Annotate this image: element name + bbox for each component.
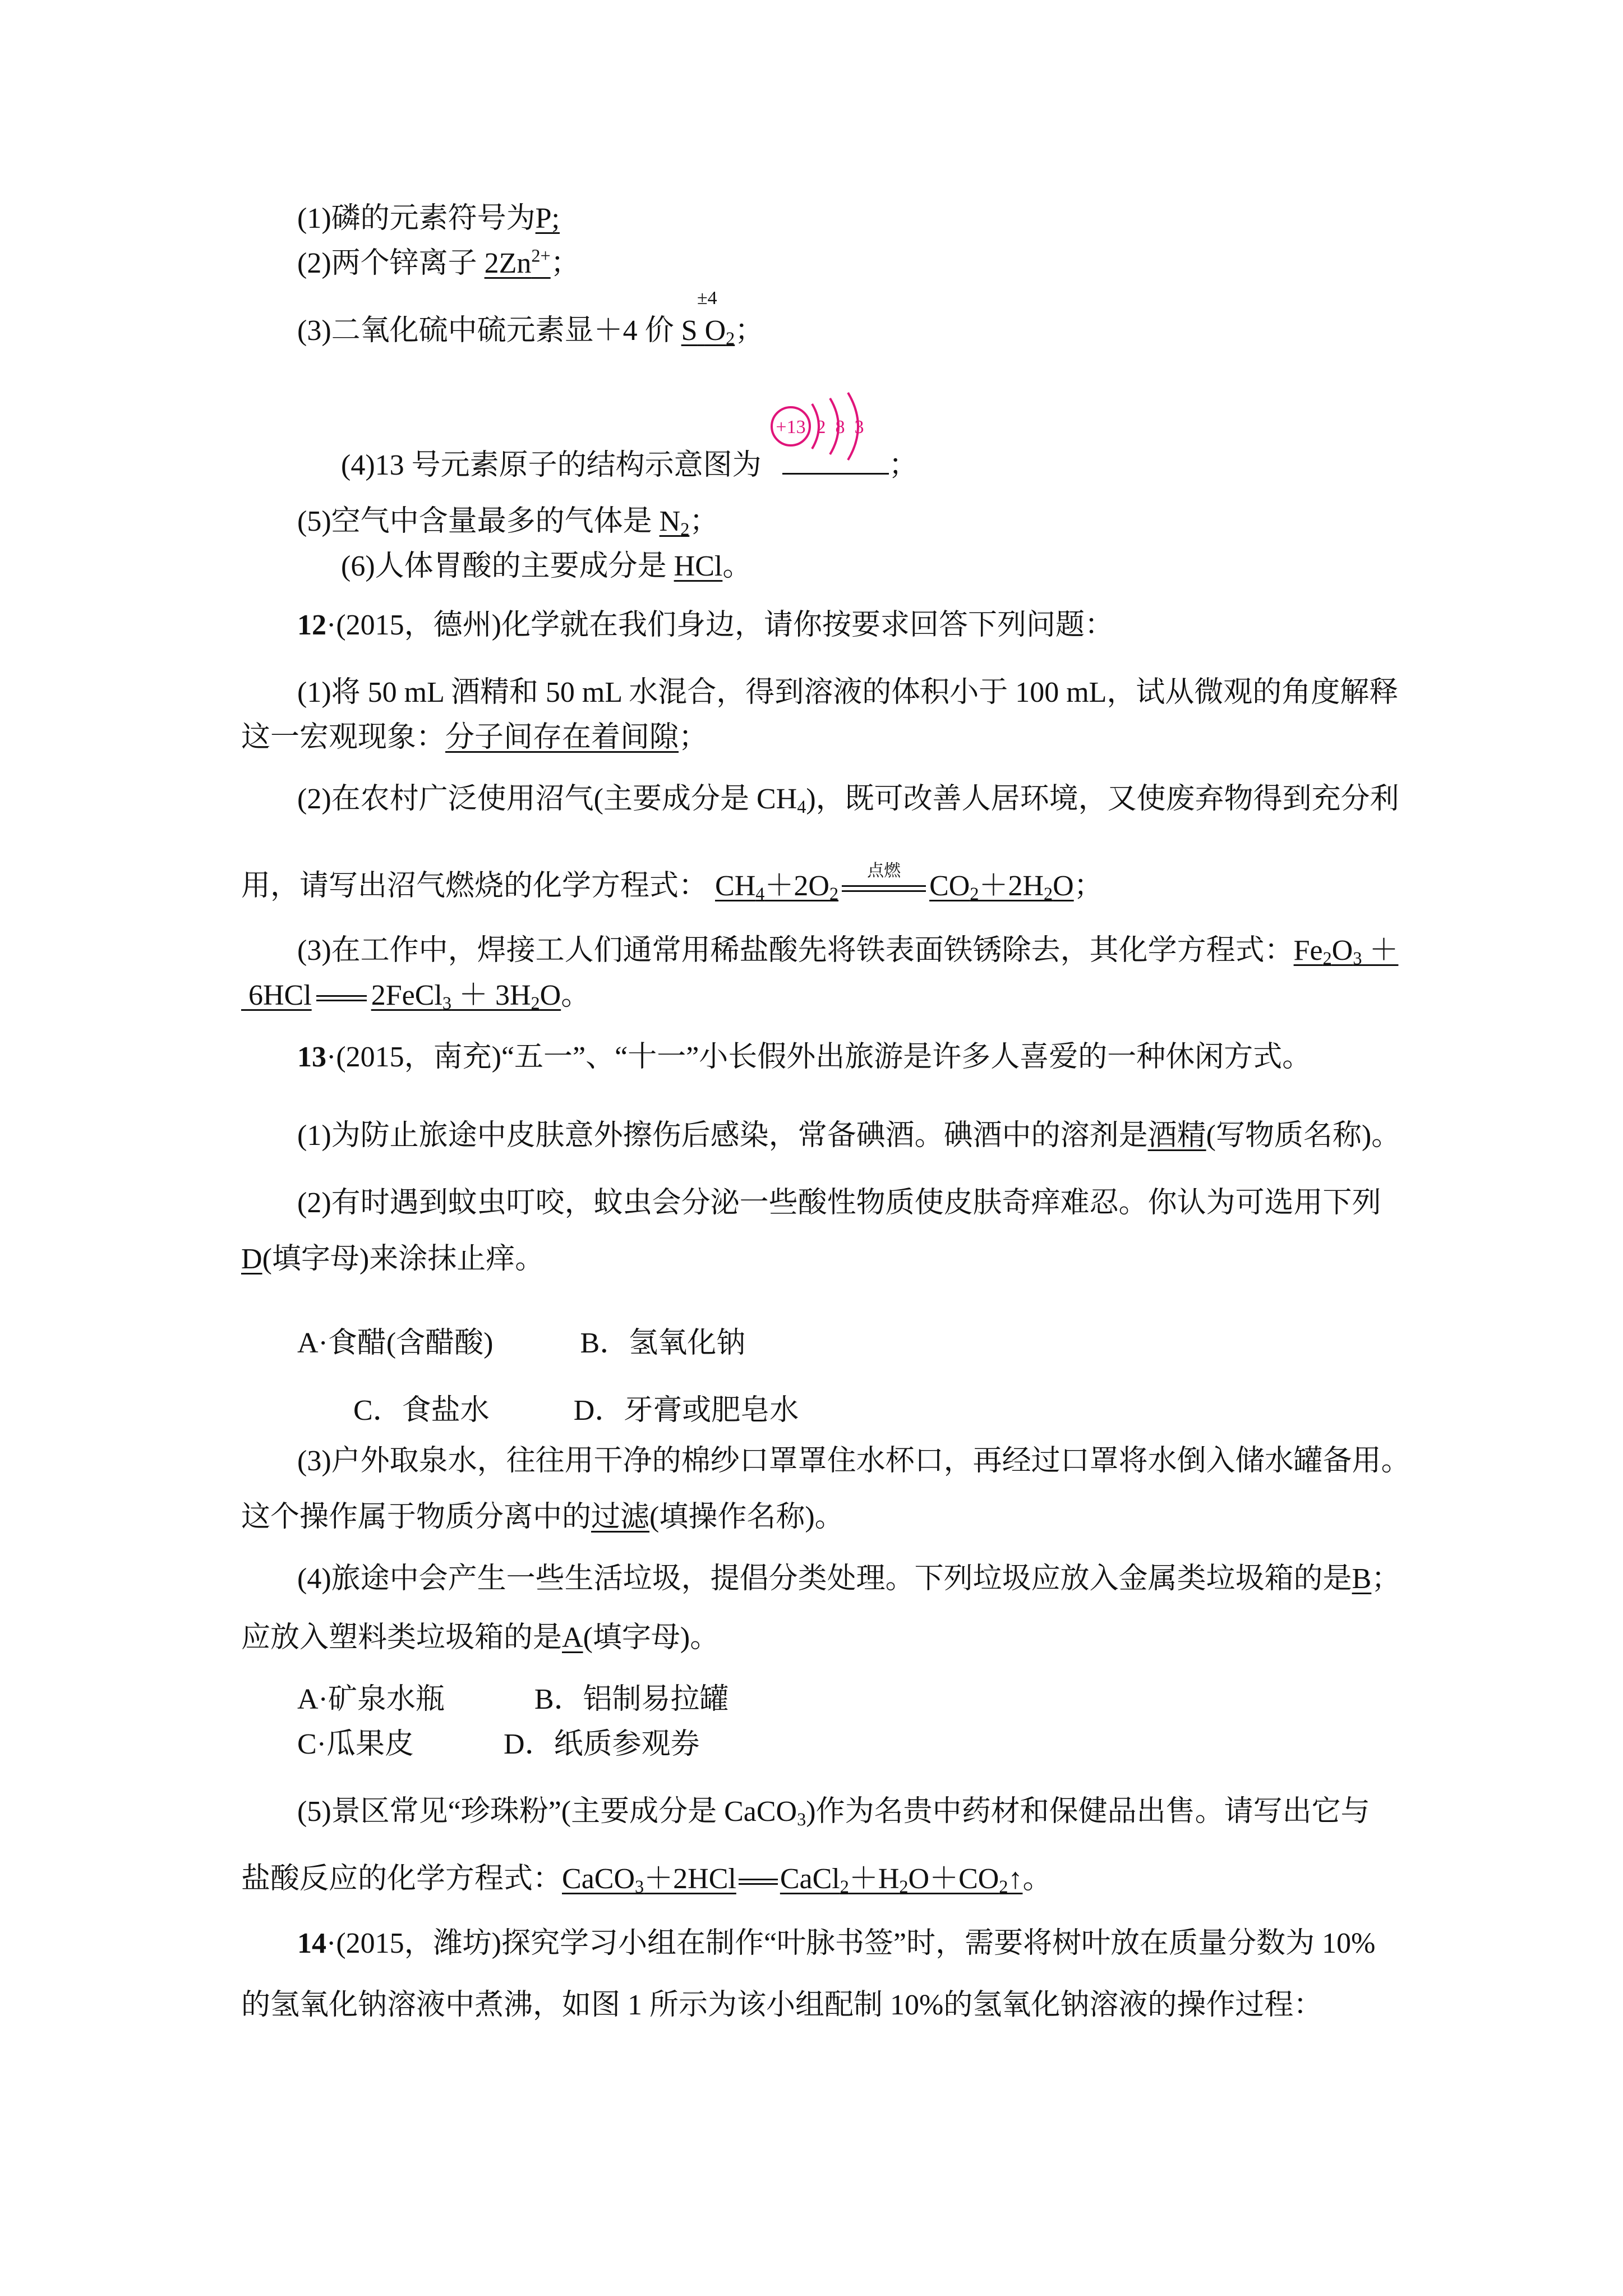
q13-item-4-answer-plastic: A <box>562 1622 583 1654</box>
q13-item-3-line-2 <box>241 1498 844 1537</box>
eq-fe-o-sub: 3 <box>1353 948 1362 969</box>
q11-item-2-punct: ； <box>550 247 580 279</box>
reaction-condition-ignite: 点燃 <box>867 862 901 881</box>
q11-item-4-answer-blank <box>782 450 889 475</box>
q12-item-2-line-1 <box>297 780 1399 819</box>
q12-item-1-punct: ； <box>679 721 708 753</box>
option-a-vinegar: A·食醋(含醋酸) <box>297 1327 494 1359</box>
option-c-salt-water: C．食盐水 <box>353 1395 490 1427</box>
q11-item-6-text: (6)人体胃酸的主要成分是 <box>341 550 667 582</box>
q13-item-5-text-2: 盐酸反应的化学方程式： <box>241 1863 562 1895</box>
option-d-paper-ticket: D．纸质参观券 <box>504 1728 700 1760</box>
q12-item-2-text-cont: )，既可改善人居环境，又使废弃物得到充分利 <box>806 783 1399 815</box>
oxygen-symbol: O <box>704 315 726 347</box>
eq-cacl: CaCl <box>780 1863 840 1895</box>
q13-item-2-line-1 <box>297 1184 1381 1223</box>
eq-ch-sub: 4 <box>755 884 765 904</box>
q13-item-4-options-row-1 <box>297 1680 729 1719</box>
q13-item-3-text: (3)户外取泉水，往往用干净的棉纱口罩罩住水杯口，再经过口罩将水倒入储水罐备用。 <box>297 1445 1410 1477</box>
eq-ch: CH <box>715 870 756 902</box>
eq-fe-sub: 2 <box>1322 948 1332 969</box>
q13-item-5-line-2 <box>241 1860 1052 1899</box>
q13-item-4-answer-metal: B <box>1352 1563 1372 1595</box>
equal-sign-double-line <box>842 885 926 892</box>
eq-co2-sub: 2 <box>970 884 979 904</box>
q13-item-3-text-end: (填操作名称)。 <box>649 1501 844 1533</box>
eq-o2-sub: 2 <box>829 884 839 904</box>
q11-item-4-text: (4)13 号元素原子的结构示意图为 <box>341 449 762 481</box>
eq-6hcl: 6HCl <box>248 979 312 1011</box>
option-d-toothpaste-soap: D．牙膏或肥皂水 <box>573 1395 799 1427</box>
q12-item-2-text: (2)在农村广泛使用沼气(主要成分是 CH <box>297 783 797 815</box>
sulfur-symbol: S <box>681 315 698 347</box>
reaction-condition-bar <box>842 862 926 892</box>
q12-item-2-text-2: 用，请写出沼气燃烧的化学方程式： <box>241 870 708 902</box>
atom-nucleus-label: +13 <box>776 417 806 438</box>
q13-item-3-line-1 <box>297 1442 1410 1481</box>
q13-number: 13 <box>297 1041 326 1073</box>
caco3-hcl-equation <box>562 1863 1022 1895</box>
eq-co2: CO <box>929 870 970 902</box>
eq-o2: ＋2O <box>764 870 829 902</box>
q12-header-text: ·(2015，德州)化学就在我们身边，请你按要求回答下列问题： <box>326 609 1114 641</box>
shell-electrons-1: 2 <box>816 417 826 438</box>
eq-plus: ＋ <box>1362 935 1399 967</box>
q14-text: ·(2015，潍坊)探究学习小组在制作“叶脉书签”时，需要将树叶放在质量分数为 10% <box>326 1927 1376 1959</box>
q12-item-1-answer: 分子间存在着间隙 <box>445 721 679 753</box>
methane-combustion-equation <box>715 870 838 902</box>
q13-item-1-text-end: (写物质名称)。 <box>1206 1120 1401 1152</box>
eq-fecl-sub: 3 <box>442 993 451 1014</box>
q11-item-1 <box>297 199 560 238</box>
eq-h2o-o: O <box>1053 870 1074 902</box>
option-b-aluminum-can: B．铝制易拉罐 <box>534 1683 729 1715</box>
eq-h2o-sub: 2 <box>1044 884 1053 904</box>
q12-item-3-line-1 <box>297 931 1398 970</box>
q11-item-3-punct: ； <box>735 315 764 347</box>
sulfur-valence-mark: ±4 <box>697 288 717 309</box>
q13-item-4-text-end: (填字母)。 <box>583 1622 720 1654</box>
shell-electrons-2: 8 <box>835 417 845 438</box>
q13-item-3-answer: 过滤 <box>591 1501 650 1533</box>
q13-item-4-line-1 <box>297 1559 1400 1599</box>
eq-3h-sub: 2 <box>531 993 540 1014</box>
eq-fe-o: O <box>1331 935 1353 967</box>
q12-header <box>297 606 1114 645</box>
q13-item-2-text-end: (填字母)来涂抹止痒。 <box>262 1243 545 1275</box>
q13-item-4-options-row-2 <box>297 1725 700 1764</box>
eq-2hcl: ＋2HCl <box>644 1863 736 1895</box>
gas-up-arrow-icon: ↑ <box>1008 1863 1023 1895</box>
q13-item-2-text: (2)有时遇到蚊虫叮咬，蚊虫会分泌一些酸性物质使皮肤奇痒难忍。你认为可选用下列 <box>297 1187 1381 1219</box>
q13-item-3-text-2: 这个操作属于物质分离中的 <box>241 1501 592 1533</box>
equal-sign-double-line <box>739 1879 778 1885</box>
q11-item-3-text: (3)二氧化硫中硫元素显＋4 价 <box>297 315 674 347</box>
q12-item-2-punct: ； <box>1073 870 1103 902</box>
q13-item-1 <box>297 1116 1400 1156</box>
q13-item-1-answer: 酒精 <box>1147 1120 1206 1152</box>
eq-fecl: 2FeCl <box>371 979 442 1011</box>
shell-electrons-3: 3 <box>854 417 864 438</box>
nitrogen-symbol: N <box>659 505 681 537</box>
q12-item-1-line-1 <box>297 673 1398 712</box>
q11-item-5-answer <box>659 505 690 540</box>
caco3-subscript: 3 <box>797 1809 806 1830</box>
q13-item-4-punct: ； <box>1371 1563 1401 1595</box>
eq-h2o: ＋2H <box>979 870 1044 902</box>
q11-item-4-punct: ； <box>888 449 918 481</box>
eq-3h: ＋ 3H <box>451 979 531 1011</box>
q11-item-2-answer <box>485 247 551 279</box>
q11-item-3 <box>297 311 764 351</box>
q14-line-2 <box>241 1986 1322 2025</box>
q12-item-3-punct: 。 <box>561 979 591 1011</box>
q11-item-5-text: (5)空气中含量最多的气体是 <box>297 505 652 537</box>
q11-item-5-punct: ； <box>689 505 719 537</box>
q13-header <box>297 1038 1311 1077</box>
q14-line-1 <box>297 1924 1375 1963</box>
q11-item-6-answer: HCl <box>674 550 723 582</box>
option-a-water-bottle: A·矿泉水瓶 <box>297 1683 445 1715</box>
eq-3h-o: O <box>540 979 561 1011</box>
eq-oco-sub: 2 <box>999 1876 1008 1897</box>
rust-equation-part-2 <box>241 979 561 1014</box>
q13-item-4-text: (4)旅途中会产生一些生活垃圾，提倡分类处理。下列垃圾应放入金属类垃圾箱的是 <box>297 1563 1352 1595</box>
eq-caco: CaCO <box>562 1863 635 1895</box>
nitrogen-subscript: 2 <box>680 519 690 540</box>
q13-item-5-line-1 <box>297 1792 1370 1832</box>
q11-item-4 <box>341 446 918 485</box>
q13-item-2-options-row-1 <box>297 1324 745 1363</box>
q11-item-5 <box>297 502 718 541</box>
q11-item-6 <box>341 547 751 586</box>
q13-item-5-punct: 。 <box>1022 1863 1052 1895</box>
eq-h: ＋H <box>849 1863 900 1895</box>
q12-item-1-text: (1)将 50 mL 酒精和 50 mL 水混合，得到溶液的体积小于 100 mL，试从微观的角度解释 <box>297 677 1399 708</box>
q13-item-5-text-cont: )作为名贵中药材和保健品出售。请写出它与 <box>806 1796 1370 1828</box>
q11-item-2-text: (2)两个锌离子 <box>297 247 477 279</box>
eq-oco: O＋CO <box>908 1863 999 1895</box>
q12-item-1-line-2 <box>241 718 708 757</box>
q13-item-2-answer: D <box>241 1243 262 1275</box>
zinc-ion-base: 2Zn <box>484 247 532 279</box>
q12-item-3-text: (3)在工作中，焊接工人们通常用稀盐酸先将铁表面铁锈除去，其化学方程式： <box>297 935 1294 967</box>
q13-item-4-text-2: 应放入塑料类垃圾箱的是 <box>241 1622 562 1654</box>
q11-item-6-punct: 。 <box>722 550 752 582</box>
q13-item-2-options-row-2 <box>353 1391 799 1430</box>
q14-text-2: 的氢氧化钠溶液中煮沸，如图 1 所示为该小组配制 10%的氢氧化钠溶液的操作过程： <box>241 1989 1323 2021</box>
q13-header-text: ·(2015，南充)“五一”、“十一”小长假外出旅游是许多人喜爱的一种休闲方式。 <box>326 1041 1312 1073</box>
option-b-sodium-hydroxide: B．氢氧化钠 <box>580 1327 746 1359</box>
eq-fe: Fe <box>1293 935 1323 967</box>
eq-h-sub: 2 <box>899 1876 909 1897</box>
oxygen-subscript: 2 <box>726 328 735 349</box>
q12-number: 12 <box>297 609 326 641</box>
eq-cacl-sub: 2 <box>840 1876 849 1897</box>
rust-equation-part-1 <box>1294 935 1399 967</box>
zinc-ion-charge: 2+ <box>531 245 551 266</box>
equal-sign-double-line <box>316 995 367 1001</box>
methane-combustion-products <box>929 870 1074 902</box>
q13-item-5-text: (5)景区常见“珍珠粉”(主要成分是 CaCO <box>297 1796 797 1828</box>
q11-item-1-text: (1)磷的元素符号为 <box>297 203 536 234</box>
q12-item-1-text-2: 这一宏观现象： <box>241 721 446 753</box>
q14-number: 14 <box>297 1927 326 1959</box>
q13-item-2-line-2 <box>241 1240 544 1279</box>
q13-item-1-text: (1)为防止旅途中皮肤意外擦伤后感染，常备碘酒。碘酒中的溶剂是 <box>297 1120 1148 1152</box>
q11-item-2 <box>297 244 580 283</box>
q11-item-3-answer <box>681 315 735 347</box>
q13-item-4-line-2 <box>241 1618 719 1658</box>
methane-subscript: 4 <box>797 797 806 817</box>
option-c-fruit-peel: C·瓜果皮 <box>297 1728 414 1760</box>
q11-item-1-answer: P; <box>535 203 560 234</box>
q12-item-3-line-2 <box>241 976 590 1015</box>
eq-caco-sub: 3 <box>635 1876 644 1897</box>
q12-item-2-line-2 <box>241 862 1103 906</box>
